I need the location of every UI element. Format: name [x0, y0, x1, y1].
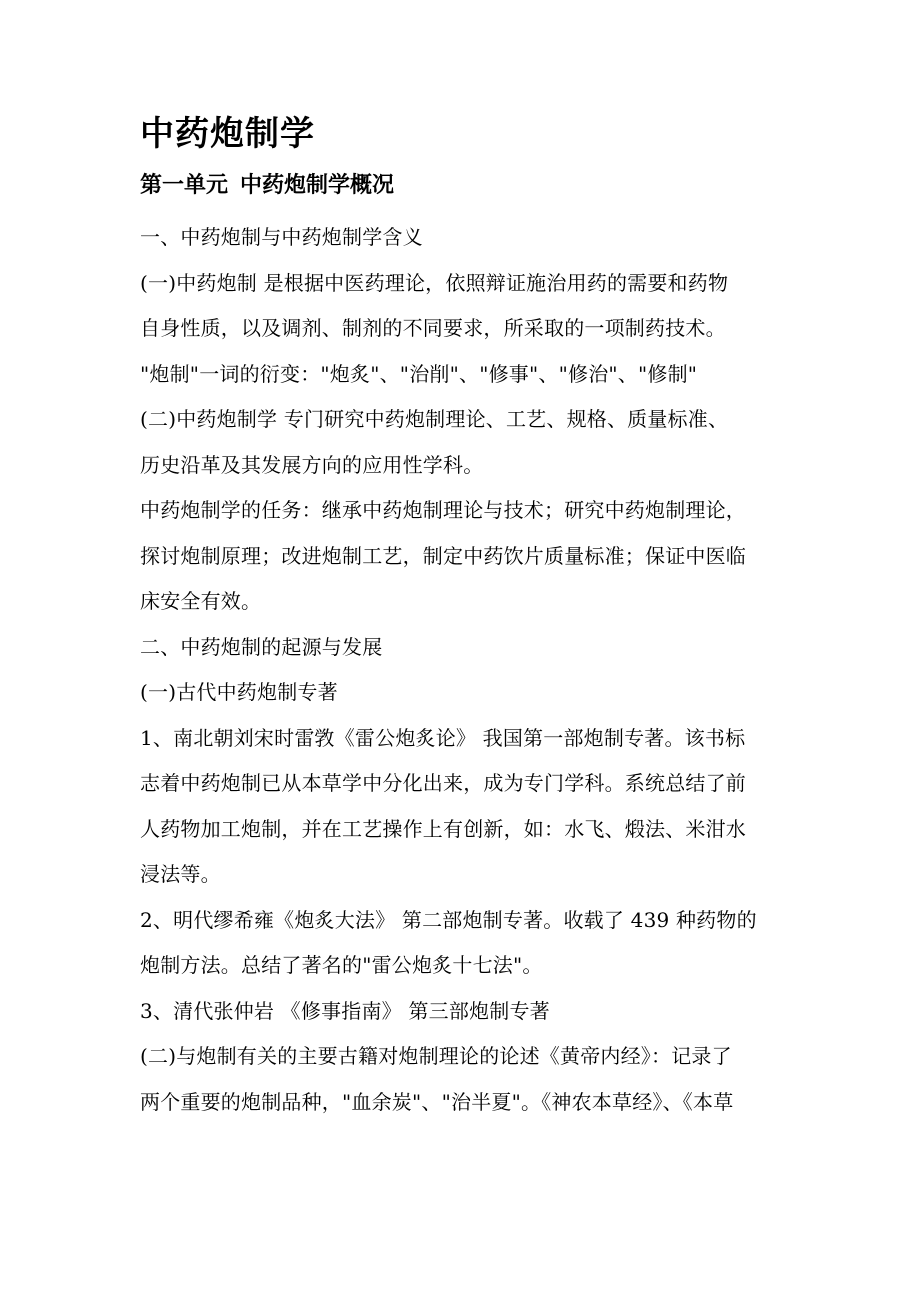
- text-line: 炮制方法。总结了著名的"雷公炮炙十七法"。: [140, 953, 543, 977]
- text-line: 床安全有效。: [140, 589, 262, 613]
- document-title: 中药炮制学: [140, 114, 315, 154]
- text-line: 浸法等。: [140, 862, 221, 886]
- text-line: (二)中药炮制学 专门研究中药炮制理论、工艺、规格、质量标准、: [140, 407, 729, 431]
- text-line: 1、南北朝刘宋时雷敩《雷公炮炙论》 我国第一部炮制专著。该书标: [140, 725, 746, 750]
- section-heading: 二、中药炮制的起源与发展: [140, 634, 383, 659]
- text-line: 探讨炮制原理；改进炮制工艺，制定中药饮片质量标准；保证中医临: [140, 543, 746, 568]
- text-line: 两个重要的炮制品种，"血余炭"、"治半夏"。《神农本草经》、《本草: [140, 1089, 734, 1114]
- text-line: (一)中药炮制 是根据中医药理论，依照辩证施治用药的需要和药物: [140, 270, 729, 295]
- unit-label: 第一单元: [140, 173, 229, 198]
- section-heading: 一、中药炮制与中药炮制学含义: [140, 225, 423, 249]
- text-line: 历史沿革及其发展方向的应用性学科。: [140, 452, 484, 477]
- unit-heading: [140, 168, 394, 204]
- subsection-heading: (一)古代中药炮制专著: [140, 680, 338, 704]
- unit-name: 中药炮制学概况: [240, 173, 395, 198]
- text-line: "炮制"一词的衍变："炮炙"、"治削"、"修事"、"修治"、"修制": [140, 361, 698, 386]
- text-line: 志着中药炮制已从本草学中分化出来，成为专门学科。系统总结了前: [140, 771, 746, 795]
- text-line: 中药炮制学的任务：继承中药炮制理论与技术；研究中药炮制理论，: [140, 498, 746, 522]
- text-line: 自身性质，以及调剂、制剂的不同要求，所采取的一项制药技术。: [140, 316, 726, 340]
- text-line: 人药物加工炮制，并在工艺操作上有创新，如：水飞、煅法、米泔水: [140, 816, 746, 841]
- text-line: (二)与炮制有关的主要古籍对炮制理论的论述《黄帝内经》：记录了: [140, 1044, 732, 1068]
- text-line: 2、明代缪希雍《炮炙大法》 第二部炮制专著。收载了 439 种药物的: [140, 907, 757, 932]
- body-text: [140, 215, 790, 1125]
- text-line: 3、清代张仲岩 《修事指南》 第三部炮制专著: [140, 998, 550, 1023]
